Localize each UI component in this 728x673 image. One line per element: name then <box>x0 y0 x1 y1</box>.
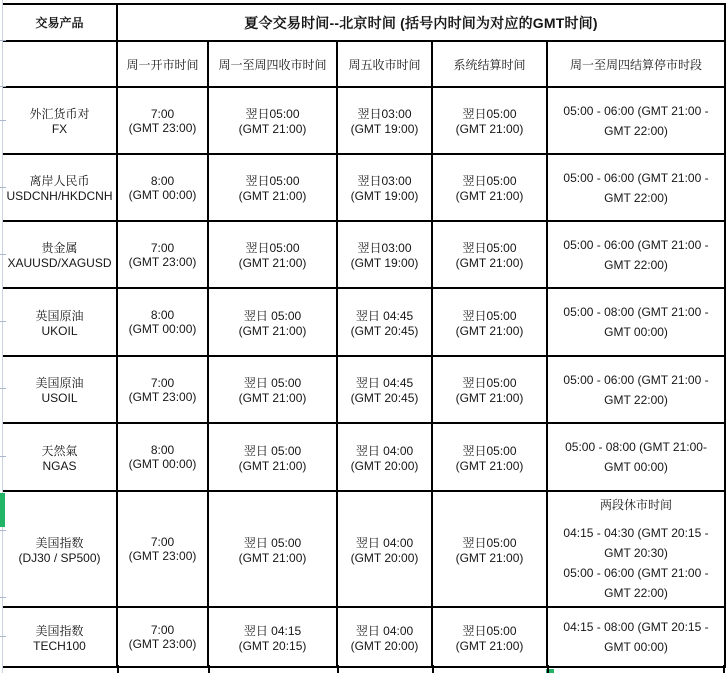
mon-thu-close-time-cell[interactable] <box>208 423 337 491</box>
friday-close-time-cell[interactable] <box>337 607 432 667</box>
cell-text: GMT 00:00) <box>604 325 668 339</box>
monday-open-time-cell[interactable] <box>117 607 208 667</box>
gridline-tick <box>0 636 6 637</box>
product-cell[interactable] <box>3 154 117 221</box>
trading-hours-table <box>3 3 726 668</box>
settlement-time-cell[interactable] <box>432 221 547 288</box>
monday-open-time-cell[interactable] <box>117 221 208 288</box>
monday-open-time-cell[interactable] <box>117 423 208 491</box>
cell-text: 翌日05:00 <box>462 443 517 458</box>
gridline-tick <box>0 254 6 255</box>
cell-text: (GMT 21:00) <box>455 638 524 653</box>
gridline-tick <box>0 597 6 598</box>
empty-header-cell[interactable] <box>3 41 117 87</box>
gridline-tick <box>0 530 6 531</box>
column-header-mon-thu-close[interactable]: 周一至周四收市时间 <box>208 41 337 87</box>
cell-text: 04:15 - 08:00 (GMT 20:15 - <box>563 620 709 634</box>
cell-text: 翌日 04:00 <box>355 535 414 550</box>
cell-text: 翌日 05:00 <box>243 376 302 390</box>
table-title-cell[interactable]: 夏令交易时间--北京时间 (括号内时间为对应的GMT时间) <box>117 4 725 41</box>
cell-text: 天然氣 <box>41 443 78 458</box>
cell-text: 7:00 <box>150 240 175 255</box>
cell-text: GMT 22:00) <box>604 392 668 407</box>
cell-text: 04:15 - 04:30 (GMT 20:15 - <box>563 526 709 540</box>
cell-text: 翌日05:00 <box>462 174 517 188</box>
product-cell[interactable] <box>3 288 117 356</box>
cell-text: 翌日 04:45 <box>355 376 414 390</box>
cell-text: XAUUSD/XAGUSD <box>7 256 112 270</box>
cell-text: (GMT 21:00) <box>455 122 524 136</box>
cell-text: (GMT 21:00) <box>238 458 307 473</box>
cell-text: (GMT 23:00) <box>128 389 197 404</box>
cell-text: USDCNH/HKDCNH <box>6 189 113 203</box>
table-row <box>3 607 725 667</box>
gridline-tick <box>0 86 6 87</box>
cell-text: 翌日05:00 <box>462 107 517 121</box>
cell-text: (GMT 20:00) <box>350 458 419 473</box>
cell-text: 7:00 <box>150 623 175 637</box>
border-stub <box>432 665 434 673</box>
settlement-time-cell[interactable] <box>432 154 547 221</box>
cell-text: GMT 22:00) <box>604 190 668 205</box>
cell-text: (GMT 21:00) <box>238 550 307 565</box>
gridline-tick <box>0 40 6 41</box>
mon-thu-close-time-cell[interactable] <box>208 221 337 288</box>
table-row <box>3 356 725 423</box>
table-row <box>3 87 725 154</box>
cell-text: 翌日03:00 <box>357 241 412 255</box>
cell-text: (GMT 21:00) <box>238 391 307 405</box>
cell-text: 7:00 <box>150 106 175 121</box>
cell-text: (DJ30 / SP500) <box>18 550 101 565</box>
cell-text: 翌日 05:00 <box>243 535 302 550</box>
friday-close-time-cell[interactable] <box>337 356 432 423</box>
gridline-tick <box>0 456 6 457</box>
cell-text: 外汇货币对 <box>29 107 90 121</box>
friday-close-time-cell[interactable] <box>337 221 432 288</box>
cell-text: (GMT 00:00) <box>128 187 197 202</box>
table-row <box>3 288 725 356</box>
table-row <box>3 154 725 221</box>
table-row <box>3 221 725 288</box>
cell-text: (GMT 21:00) <box>238 189 307 203</box>
cell-text: 贵金属 <box>41 241 78 255</box>
cell-text: GMT 00:00) <box>604 640 668 654</box>
product-cell[interactable] <box>3 221 117 288</box>
product-cell[interactable] <box>3 491 117 607</box>
cell-text: 05:00 - 06:00 (GMT 21:00 - <box>563 372 709 387</box>
mon-thu-close-time-cell[interactable] <box>208 491 337 607</box>
mon-thu-close-time-cell[interactable] <box>208 607 337 667</box>
cell-text: 翌日 04:45 <box>355 308 414 323</box>
cell-text: 美国指数 <box>35 535 84 550</box>
cell-text: GMT 00:00) <box>604 460 668 474</box>
cell-text: 05:00 - 08:00 (GMT 21:00 - <box>563 305 709 319</box>
settlement-break-cell[interactable] <box>547 356 725 423</box>
mon-thu-close-time-cell[interactable] <box>208 288 337 356</box>
cell-text: (GMT 21:00) <box>455 256 524 270</box>
friday-close-time-cell[interactable] <box>337 423 432 491</box>
settlement-time-cell[interactable] <box>432 491 547 607</box>
mon-thu-close-time-cell[interactable] <box>208 356 337 423</box>
cell-text: GMT 20:30) <box>604 546 668 560</box>
settlement-time-cell[interactable] <box>432 356 547 423</box>
cell-text: 05:00 - 06:00 (GMT 21:00 - <box>563 237 709 252</box>
cell-text: 离岸人民币 <box>29 174 90 188</box>
settlement-break-cell[interactable] <box>547 154 725 221</box>
cell-text: (GMT 19:00) <box>350 122 419 136</box>
gridline-tick <box>0 388 6 389</box>
settlement-break-cell[interactable] <box>547 221 725 288</box>
mon-thu-close-time-cell[interactable] <box>208 87 337 154</box>
cell-text: (GMT 21:00) <box>455 189 524 203</box>
cell-text: (GMT 20:00) <box>350 550 419 565</box>
cell-text: 7:00 <box>150 375 175 390</box>
cell-text: GMT 22:00) <box>604 257 668 272</box>
column-header-row <box>3 41 725 87</box>
cell-text: (GMT 19:00) <box>350 256 419 270</box>
cell-text: 05:00 - 06:00 (GMT 21:00 - <box>563 566 709 580</box>
cell-text: (GMT 21:00) <box>238 122 307 136</box>
friday-close-time-cell[interactable] <box>337 154 432 221</box>
cell-text: 翌日05:00 <box>462 535 517 550</box>
cell-text: 美国指数 <box>35 623 84 638</box>
settlement-break-cell[interactable] <box>547 288 725 356</box>
settlement-time-cell[interactable] <box>432 87 547 154</box>
cell-text: UKOIL <box>41 323 78 338</box>
cell-text: 翌日05:00 <box>245 174 300 188</box>
cell-text: 翌日05:00 <box>462 241 517 255</box>
cell-text: (GMT 20:00) <box>350 638 419 653</box>
cell-text: 翌日05:00 <box>462 376 517 390</box>
cell-text: FX <box>51 122 68 136</box>
border-stub <box>547 665 549 673</box>
cell-text: 翌日05:00 <box>462 623 517 638</box>
cell-text: (GMT 21:00) <box>455 323 524 338</box>
product-cell[interactable] <box>3 87 117 154</box>
gridline-tick <box>0 120 6 121</box>
cell-text: (GMT 21:00) <box>238 256 307 270</box>
settlement-time-cell[interactable] <box>432 607 547 667</box>
monday-open-time-cell[interactable] <box>117 154 208 221</box>
cell-text: (GMT 19:00) <box>350 189 419 203</box>
cell-text: (GMT 23:00) <box>128 254 197 269</box>
cell-text: (GMT 00:00) <box>128 322 197 336</box>
cell-text: 8:00 <box>150 443 175 457</box>
cell-text: (GMT 20:45) <box>350 323 419 338</box>
product-cell[interactable] <box>3 423 117 491</box>
cell-text: 8:00 <box>150 308 175 322</box>
settlement-break-cell[interactable] <box>547 87 725 154</box>
cell-text: 英国原油 <box>35 308 84 323</box>
friday-close-time-cell[interactable] <box>337 288 432 356</box>
cell-text: 05:00 - 06:00 (GMT 21:00 - <box>563 103 709 118</box>
table-title-row <box>3 4 725 41</box>
cell-text: (GMT 21:00) <box>455 550 524 565</box>
cell-text: (GMT 20:45) <box>350 391 419 405</box>
settlement-time-cell[interactable] <box>432 423 547 491</box>
cell-text: NGAS <box>42 458 77 473</box>
gridline-tick <box>0 187 6 188</box>
cell-text: 05:00 - 08:00 (GMT 21:00- <box>565 440 707 454</box>
cell-text: (GMT 21:00) <box>455 391 524 405</box>
cell-text: 翌日05:00 <box>462 308 517 323</box>
table-row <box>3 491 725 607</box>
cell-text: 翌日 04:00 <box>355 623 414 638</box>
border-stub <box>723 665 725 673</box>
column-header-settlement-break[interactable]: 周一至周四结算停市时段 <box>547 41 725 87</box>
cell-text: TECH100 <box>33 638 86 653</box>
product-cell[interactable] <box>3 607 117 667</box>
column-header-monday-open[interactable]: 周一开市时间 <box>117 41 208 87</box>
friday-close-time-cell[interactable] <box>337 87 432 154</box>
settlement-break-cell[interactable] <box>547 607 725 667</box>
monday-open-time-cell[interactable] <box>117 356 208 423</box>
cell-text: 8:00 <box>150 173 175 188</box>
cell-text: 翌日 05:00 <box>243 308 302 323</box>
cell-text: 05:00 - 06:00 (GMT 21:00 - <box>563 170 709 185</box>
border-stub <box>337 665 339 673</box>
cell-text: 两段休市时间 <box>600 498 673 512</box>
cell-text: 翌日 04:15 <box>243 623 302 638</box>
cell-text: 翌日05:00 <box>245 107 300 121</box>
cell-text: (GMT 20:15) <box>238 638 307 653</box>
cell-text: USOIL <box>41 391 78 405</box>
settlement-break-cell[interactable] <box>547 423 725 491</box>
monday-open-time-cell[interactable] <box>117 87 208 154</box>
gridline-tick <box>0 321 6 322</box>
border-stub <box>117 665 119 673</box>
cell-text: 翌日03:00 <box>357 107 412 121</box>
cell-text: 翌日03:00 <box>357 174 412 188</box>
border-stub <box>208 665 210 673</box>
cell-text: (GMT 21:00) <box>455 458 524 473</box>
mon-thu-close-time-cell[interactable] <box>208 154 337 221</box>
cell-text: 翌日05:00 <box>245 241 300 255</box>
table-row <box>3 423 725 491</box>
cell-text: 美国原油 <box>35 376 84 390</box>
monday-open-time-cell[interactable] <box>117 288 208 356</box>
column-header-friday-close[interactable]: 周五收市时间 <box>337 41 432 87</box>
cell-text: (GMT 00:00) <box>128 457 197 471</box>
cell-text: (GMT 23:00) <box>128 120 197 135</box>
corner-header-cell[interactable]: 交易产品 <box>3 4 117 41</box>
column-header-settlement[interactable]: 系统结算时间 <box>432 41 547 87</box>
cell-text: (GMT 23:00) <box>128 549 197 563</box>
product-cell[interactable] <box>3 356 117 423</box>
cell-text: GMT 22:00) <box>604 123 668 138</box>
cell-text: (GMT 23:00) <box>128 637 197 651</box>
cell-text: 翌日 05:00 <box>243 443 302 458</box>
settlement-time-cell[interactable] <box>432 288 547 356</box>
friday-close-time-cell[interactable] <box>337 491 432 607</box>
settlement-break-cell[interactable] <box>547 491 725 607</box>
cell-text: 翌日 04:00 <box>355 443 414 458</box>
cell-text: 7:00 <box>150 535 175 549</box>
cell-text: (GMT 21:00) <box>238 323 307 338</box>
row-selection-indicator <box>0 493 5 527</box>
monday-open-time-cell[interactable] <box>117 491 208 607</box>
cell-text: GMT 22:00) <box>604 586 668 600</box>
